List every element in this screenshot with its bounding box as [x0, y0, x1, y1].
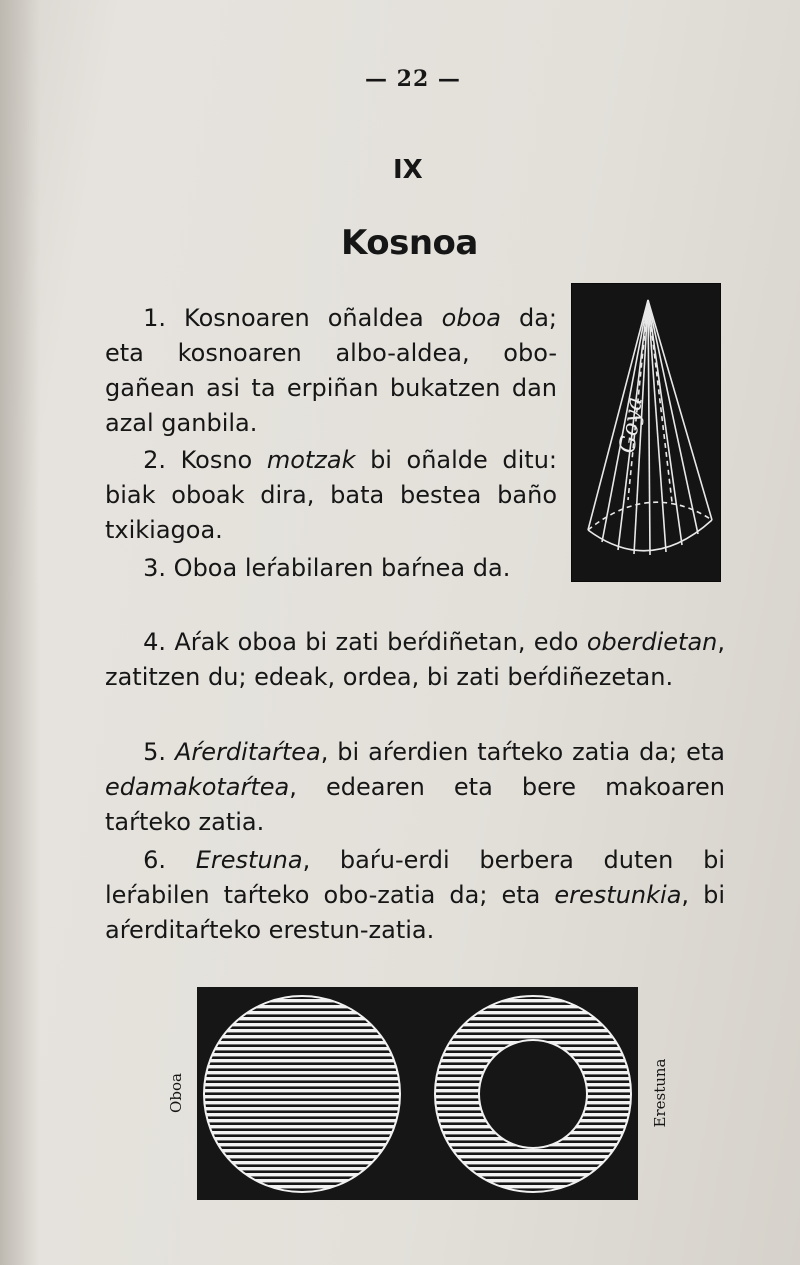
paragraph-text: , bi aŕerdien taŕteko zatia da; eta — [320, 738, 725, 766]
paragraph-text: , zatitzen du; edeak, ordea, bi zati beŕdiñezetan. — [105, 628, 725, 691]
circles-illustration — [197, 987, 638, 1200]
paragraph-text: , baŕu-erdi berbera duten bi leŕabilen taŕteko obo-zatia da; eta — [105, 846, 725, 909]
erestuna-label: Erestuna — [651, 1058, 669, 1128]
cone-inscription: Goya — [615, 395, 648, 455]
paragraph-3 — [105, 551, 557, 586]
paragraph-text: Kosnoaren oñaldea — [166, 304, 442, 332]
italic-term: Erestuna — [195, 846, 303, 874]
paragraph-1 — [105, 301, 557, 441]
paragraph-text: , bi aŕerditaŕteko erestun-zatia. — [105, 881, 725, 944]
paragraph-text — [166, 846, 196, 874]
paragraph-text: Oboa leŕabilaren baŕnea da. — [166, 554, 511, 582]
paragraph-number: 5. — [105, 738, 167, 766]
oboa-circle — [204, 996, 400, 1192]
oboa-label: Oboa — [167, 1073, 185, 1113]
paragraph-2 — [105, 443, 557, 548]
paragraph-4 — [105, 625, 725, 695]
italic-term: edamakotaŕtea — [105, 773, 290, 801]
paragraph-number: 4. — [105, 628, 167, 656]
chapter-number: IX — [393, 155, 423, 185]
paragraph-text: Kosno — [166, 446, 267, 474]
italic-term: erestunkia — [554, 881, 682, 909]
paragraph-text: bi oñalde ditu: biak oboak dira, bata bestea baño txikiagoa. — [105, 446, 557, 544]
cone-illustration — [571, 283, 721, 582]
italic-term: oberdietan — [586, 628, 718, 656]
italic-term: Aŕerditaŕtea — [175, 738, 321, 766]
italic-term: motzak — [266, 446, 356, 474]
paragraph-number: 1. — [105, 304, 167, 332]
paragraph-5 — [105, 735, 725, 840]
italic-term: oboa — [441, 304, 501, 332]
paragraph-text: Aŕak oboa bi zati beŕdiñetan, edo — [166, 628, 587, 656]
page-title: Kosnoa — [341, 223, 478, 263]
paragraph-number: 3. — [105, 554, 167, 582]
paragraph-number: 2. — [105, 446, 167, 474]
page-number: — 22 — — [365, 66, 461, 92]
paragraph-text — [166, 738, 175, 766]
erestuna-inner-circle — [479, 1040, 587, 1148]
page-fold-shadow — [0, 0, 40, 1265]
paragraph-text: , edearen eta bere makoaren taŕteko zatia. — [105, 773, 725, 836]
paragraph-6 — [105, 843, 725, 948]
paragraph-number: 6. — [105, 846, 167, 874]
paragraph-text: da; eta kosnoaren albo-aldea, obo-gañean asi ta erpiñan bukatzen dan azal ganbila. — [105, 304, 558, 437]
